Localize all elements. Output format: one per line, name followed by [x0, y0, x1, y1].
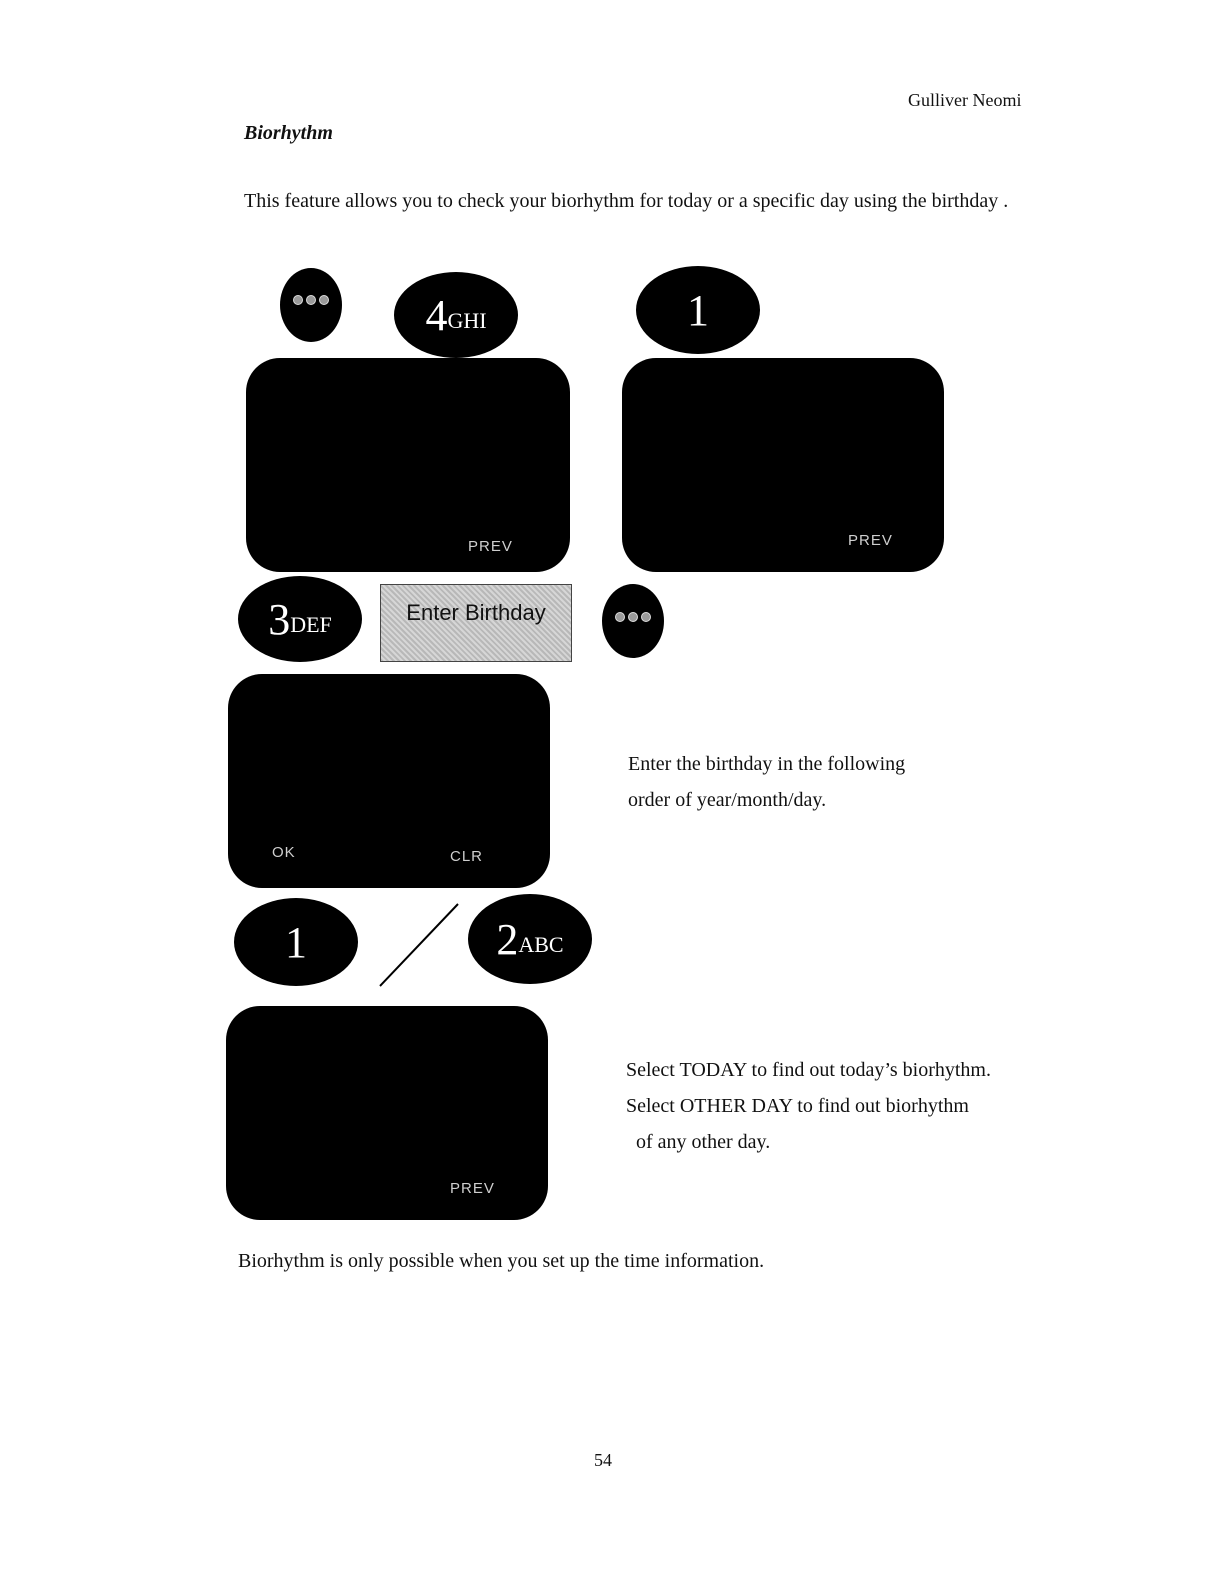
key-letters: DEF: [290, 612, 332, 637]
birthday-instruction-line: Enter the birthday in the following: [628, 753, 906, 775]
section-title: Biorhythm: [244, 122, 333, 144]
or-slash-icon: [372, 900, 464, 990]
select-instruction: [626, 1052, 991, 1160]
softkey-prev: PREV: [450, 1180, 495, 1197]
key-number: 1: [687, 285, 709, 335]
phone-screen-1: [246, 358, 570, 572]
running-header: Gulliver Neomi: [908, 90, 1022, 110]
intro-paragraph: This feature allows you to check your biorhythm for today or a specific day using the birthday .: [244, 190, 1009, 212]
key-2-abc: [468, 894, 592, 984]
birthday-instruction-line: order of year/month/day.: [628, 789, 827, 811]
key-1: [636, 266, 760, 354]
key-letters: GHI: [447, 308, 487, 333]
phone-screen-2: [622, 358, 944, 572]
key-4-ghi: [394, 272, 518, 358]
key-number: 2: [496, 914, 519, 964]
enter-birthday-text: Enter Birthday: [406, 600, 546, 625]
phone-screen-3: [228, 674, 550, 888]
menu-key-icon: [602, 584, 664, 658]
softkey-ok: OK: [272, 844, 296, 861]
softkey-clr: CLR: [450, 848, 484, 865]
key-3-def: [238, 576, 362, 662]
footer-note: Biorhythm is only possible when you set up the time information.: [238, 1250, 765, 1272]
key-number: 1: [285, 917, 307, 967]
key-letters: ABC: [518, 932, 564, 957]
key-number: 3: [268, 594, 291, 644]
key-number: 4: [425, 290, 448, 340]
select-instruction-line: of any other day.: [636, 1131, 771, 1153]
key-1: [234, 898, 358, 986]
select-instruction-line: Select OTHER DAY to find out biorhythm: [626, 1095, 969, 1117]
softkey-prev: PREV: [468, 538, 513, 555]
birthday-instruction: [628, 746, 905, 818]
enter-birthday-label-box: [380, 584, 572, 662]
softkey-prev: PREV: [848, 532, 893, 549]
phone-screen-4: [226, 1006, 548, 1220]
menu-key-icon: [280, 268, 342, 342]
select-instruction-line: Select TODAY to find out today’s biorhythm.: [626, 1059, 991, 1081]
page-number: 54: [594, 1450, 612, 1470]
